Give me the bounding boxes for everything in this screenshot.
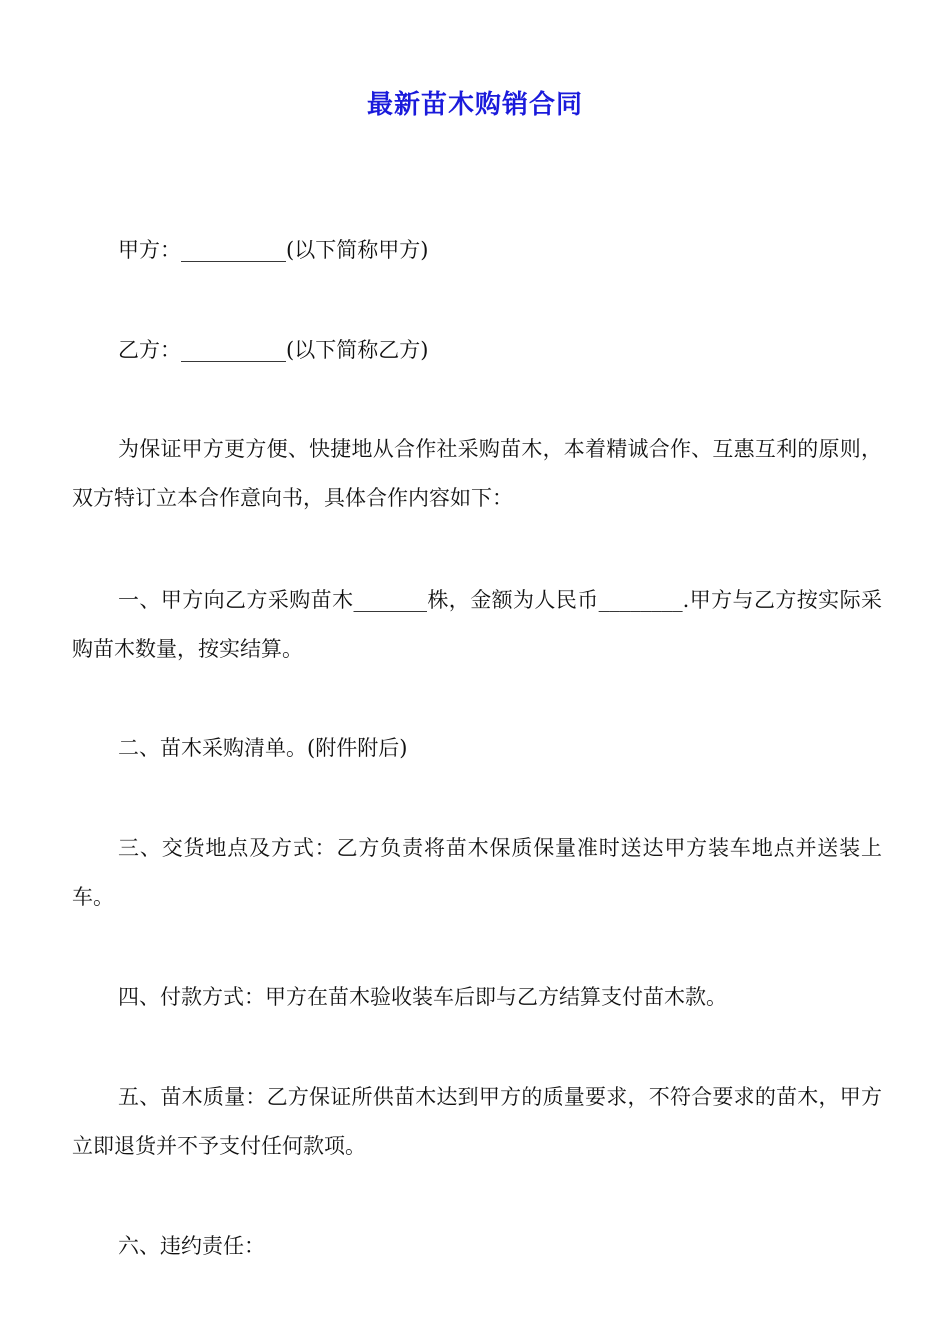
clause-6: 六、违约责任：	[118, 1234, 265, 1258]
clause-1: 一、甲方向乙方采购苗木_______株，金额为人民币________.甲方与乙方按实际采购苗木数量，按实结算。	[72, 588, 882, 661]
clause-3: 三、交货地点及方式：乙方负责将苗木保质保量准时送达甲方装车地点并送装上车。	[72, 836, 882, 909]
clause-4: 四、付款方式：甲方在苗木验收装车后即与乙方结算支付苗木款。	[118, 985, 727, 1009]
clause-2: 二、苗木采购清单。(附件附后)	[118, 736, 408, 760]
preamble-paragraph: 为保证甲方更方便、快捷地从合作社采购苗木，本着精诚合作、互惠互利的原则，双方特订立本合作意向书，具体合作内容如下：	[72, 437, 882, 510]
party-a-line: 甲方：__________(以下简称甲方)	[118, 238, 429, 262]
document-title: 最新苗木购销合同	[366, 90, 583, 120]
party-b-line: 乙方：__________(以下简称乙方)	[118, 338, 429, 362]
clause-5: 五、苗木质量：乙方保证所供苗木达到甲方的质量要求，不符合要求的苗木，甲方立即退货并不予支付任何款项。	[72, 1085, 882, 1158]
